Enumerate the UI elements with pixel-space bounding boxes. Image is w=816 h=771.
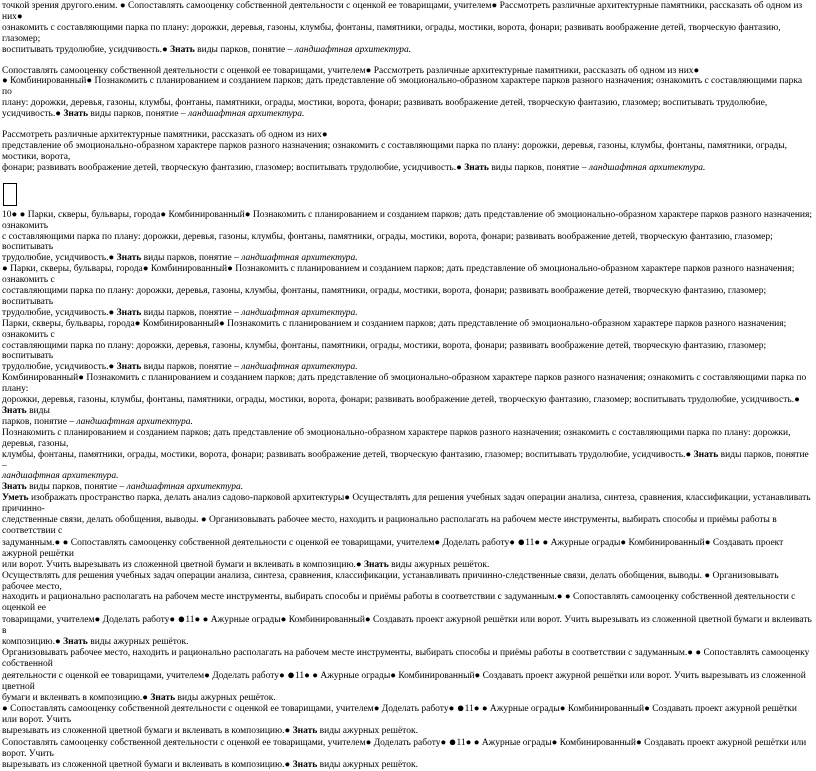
text-line: трудолюбие, усидчивость.● (2, 307, 117, 318)
bold-term: Знать (116, 362, 142, 373)
text-line: представление об эмоционально-образном характере парков разного назначения; ознакомить с составляющими парка по плану: дорожки, деревья, газоны, клумбы, фонтаны, памятники, ограды, мостики, ворота, (2, 140, 788, 162)
paragraph (2, 700, 812, 737)
text-run: виды парков, понятие – (141, 307, 242, 318)
text-line: Познакомить с планированием и созданием парков; дать представление об эмоционально-образном характере парков разного назначения; ознакомить с составляющими парка по плану: дорожки, деревья, газоны, (2, 427, 791, 449)
text-line: 11● ● Ажурные ограды● Комбинированный● Создавать проект ажурной решётки или ворот. Учить (2, 704, 797, 726)
bold-term: Знать (150, 692, 176, 703)
paragraph (2, 493, 812, 570)
italic-term: ландшафтная архитектура. (241, 307, 358, 318)
text-line: 11● ● Ажурные ограды● Комбинированный● Создавать проект ажурной решётки или ворот. Учить вырезывать из сложенной цветной бумаги и вклеивать в (2, 615, 812, 637)
text-line: Организовывать рабочее место, находить и рационально располагать на рабочем месте инструменты, выбирать способы и приёмы работы в соответствии с задуманным.● ● Сопоставлять самооценку собственной (2, 647, 810, 669)
text-line: Сопоставлять самооценку собственной деятельности с оценкой ее товарищами, учителем● Доделать работу● (2, 738, 449, 749)
italic-term: ландшафтная архитектура. (241, 253, 358, 264)
text-run: виды парков, понятие – (194, 44, 295, 55)
big-bullet: ● (177, 611, 186, 627)
paragraph (2, 210, 812, 265)
paragraph (2, 264, 812, 319)
empty-table-cell (3, 183, 17, 206)
paragraph (2, 130, 812, 174)
spacer (2, 120, 812, 130)
text-line: 11● ● Ажурные ограды● Комбинированный● Создавать проект ажурной решётки (2, 537, 784, 559)
big-bullet: ● (517, 533, 526, 549)
italic-term: ландшафтная архитектура. (294, 44, 412, 55)
text-line: с составляющими парка по плану: дорожки, деревья, газоны, клумбы, фонтаны, памятники, ограды, мостики, ворота, фонари; развивать воображение детей, творческую фантазию, глазомер; воспитывать (2, 231, 773, 253)
italic-term: ландшафтная архитектура. (2, 471, 119, 482)
bold-term: Знать (2, 482, 27, 493)
italic-term: ландшафтная архитектура. (187, 109, 305, 120)
text-run: виды парков, понятие – (141, 253, 242, 264)
bold-term: Знать (63, 109, 89, 120)
text-line: клумбы, фонтаны, памятники, ограды, мостики, ворота, фонари; развивать воображение детей, творческую фантазию, глазомер; воспитывать трудолюбие, усидчивость.● (2, 449, 694, 460)
text-run: виды ажурных решёток. (87, 637, 189, 648)
text-line: них● (2, 11, 23, 22)
bold-term: Знать (116, 307, 142, 318)
text-run: виды ажурных решёток. (175, 692, 276, 703)
text-line: трудолюбие, усидчивость.● (2, 253, 117, 264)
text-line: трудолюбие, усидчивость.● (2, 362, 117, 373)
text-line: точкой зрения другого.еним. ● Сопоставлять самооценку собственной деятельности с оценкой ее товарищами, учителем● Рассмотреть различные архитектурные памятники, рассказать об одном из (2, 1, 803, 11)
paragraph (2, 319, 812, 374)
text-line: следственные связи, делать обобщения, выводы. ● Организовывать рабочее место, находить и рационально располагать на рабочем месте инструменты, выбирать способы и приёмы работы в соответствии с (2, 515, 777, 536)
text-line: ● Парки, скверы, бульвары, города● Комбинированный● Познакомить с планированием и созданием парков; дать представление об эмоционально-образном характере парков разного назначения; ознакомить с (2, 264, 795, 286)
text-line: находить и рационально располагать на рабочем месте инструменты, выбирать способы и приёмы работы в соответствии с задуманным.● ● Сопоставлять самооценку собственной деятельности с оценкой ее (2, 592, 796, 614)
text-line: задуманным.● ● Сопоставлять самооценку собственной деятельности с оценкой ее товарищами, учителем● Доделать работу● (2, 537, 518, 548)
bold-term: Знать (2, 406, 27, 416)
text-line: дорожки, деревья, газоны, клумбы, фонтаны, памятники, ограды, мостики, ворота, фонари; развивать воображение детей, творческую фантазию, глазомер; воспитывать трудолюбие, усидчивость.● (2, 395, 800, 406)
text-line: ознакомить с составляющими парка по плану: дорожки, деревья, газоны, клумбы, фонтаны, памятники, ограды, мостики, ворота, фонари; развивать воображение детей, творческую фантазию, глазомер; (2, 22, 781, 44)
text-run: виды (26, 406, 50, 416)
big-bullet: ● (456, 700, 465, 716)
bold-term: Уметь (2, 493, 29, 504)
text-line: плану: дорожки, деревья, газоны, клумбы, фонтаны, памятники, ограды, мостики, ворота, фонари; развивать воображение детей, творческую фантазию, глазомер; воспитывать трудолюбие, усидчивость.● (2, 98, 768, 120)
big-bullet: ● (287, 666, 296, 682)
text-run: виды парков, понятие – (26, 482, 127, 493)
italic-term: ландшафтная архитектура. (588, 162, 706, 173)
text-line: ● Сопоставлять самооценку собственной деятельности с оценкой ее товарищами, учителем● Доделать работу● (2, 704, 457, 715)
text-line: или ворот. Учить вырезывать из сложенной цветной бумаги и вклеивать в композицию.● (2, 559, 365, 570)
big-bullet: ● (448, 734, 457, 750)
text-line: вырезывать из сложенной цветной бумаги и вклеивать в композицию.● (2, 726, 293, 737)
text-line: 10● ● Парки, скверы, бульвары, города● Комбинированный● Познакомить с планированием и созданием парков; дать представление об эмоционально-образном характере парков разного назначения; ознакомить (2, 209, 813, 231)
text-line: товарищами, учителем● Доделать работу● (2, 615, 178, 626)
bold-term: Знать (292, 760, 318, 770)
text-line: ● Комбинированный● Познакомить с планированием и созданием парков; дать представление об эмоционально-образном характере парков разного назначения; ознакомить с составляющими парка по (2, 76, 803, 98)
paragraph (2, 734, 812, 771)
document-body (2, 1, 812, 771)
text-line: бумаги и вклеивать в композицию.● (2, 692, 151, 703)
text-line: Комбинированный● Познакомить с планированием и созданием парков; дать представление об эмоционально-образном характере парков разного назначения; ознакомить с составляющими парка по плану: (2, 373, 807, 395)
paragraph (2, 482, 812, 493)
text-line: Осуществлять для решения учебных задач операции анализа, синтеза, сравнения, классификации, устанавливать причинно-следственные связи, делать обобщения, выводы. ● Организовывать рабочее место, (2, 570, 779, 592)
paragraph (2, 1, 812, 56)
spacer (2, 56, 812, 66)
bold-term: Знать (364, 559, 389, 570)
paragraph (2, 648, 812, 704)
text-line: Рассмотреть различные архитектурные памятники, рассказать об одном из них● (2, 130, 328, 141)
text-run: виды ажурных решёток. (317, 726, 418, 737)
text-line: 11● ● Ажурные ограды● Комбинированный● Создавать проект ажурной решётки или ворот. Учить вырезывать из сложенной цветной (2, 670, 806, 692)
text-run: виды парков, понятие – (2, 449, 809, 471)
italic-term: ландшафтная архитектура. (241, 362, 358, 373)
text-run: виды парков, понятие – (488, 162, 589, 173)
text-line: деятельности с оценкой ее товарищами, учителем● Доделать работу● (2, 670, 288, 681)
bold-term: Знать (63, 637, 88, 648)
text-line: изображать пространство парка, делать анализ садово-парковой архитектуры● Осуществлять для решения учебных задач операции анализа, синтеза, сравнения, классификации, устанавливать причинно- (2, 493, 811, 515)
bold-term: Знать (170, 44, 195, 55)
text-line: вырезывать из сложенной цветной бумаги и вклеивать в композицию.● (2, 760, 293, 770)
bold-term: Знать (464, 162, 489, 173)
text-run: виды ажурных решёток. (317, 760, 418, 770)
text-run: виды парков, понятие – (88, 109, 188, 120)
paragraph (2, 428, 812, 483)
text-line: составляющими парка по плану: дорожки, деревья, газоны, клумбы, фонтаны, памятники, ограды, мостики, ворота, фонари; развивать воображение детей, творческую фантазию, глазомер; воспитывать (2, 340, 767, 362)
bold-term: Знать (693, 449, 719, 460)
text-line: Парки, скверы, бульвары, города● Комбинированный● Познакомить с планированием и созданием парков; дать представление об эмоционально-образном характере парков разного назначения; ознакомить с (2, 318, 787, 340)
italic-term: ландшафтная архитектура. (76, 416, 193, 427)
text-run: парков, понятие – (2, 416, 77, 427)
paragraph (2, 66, 812, 121)
paragraph (2, 571, 812, 648)
text-line: композицию.● (2, 637, 64, 648)
paragraph (2, 373, 812, 428)
text-line: 11● ● Ажурные ограды● Комбинированный● Создавать проект ажурной решётки или ворот. Учить (2, 738, 807, 760)
bold-term: Знать (292, 726, 318, 737)
text-line: составляющими парка по плану: дорожки, деревья, газоны, клумбы, фонтаны, памятники, ограды, мостики, ворота, фонари; развивать воображение детей, творческую фантазию, глазомер; воспитывать (2, 286, 767, 307)
spacer (2, 174, 812, 178)
text-run: виды ажурных решёток. (388, 559, 490, 570)
text-run: виды парков, понятие – (141, 362, 242, 373)
italic-term: ландшафтная архитектура. (126, 482, 244, 493)
bold-term: Знать (116, 253, 142, 264)
text-line: воспитывать трудолюбие, усидчивость.● (2, 44, 171, 55)
text-line: фонари; развивать воображение детей, творческую фантазию, глазомер; воспитывать трудолюбие, усидчивость.● (2, 162, 465, 173)
text-line: Сопоставлять самооценку собственной деятельности с оценкой ее товарищами, учителем● Рассмотреть различные архитектурные памятники, рассказать об одном из них● (2, 65, 700, 76)
